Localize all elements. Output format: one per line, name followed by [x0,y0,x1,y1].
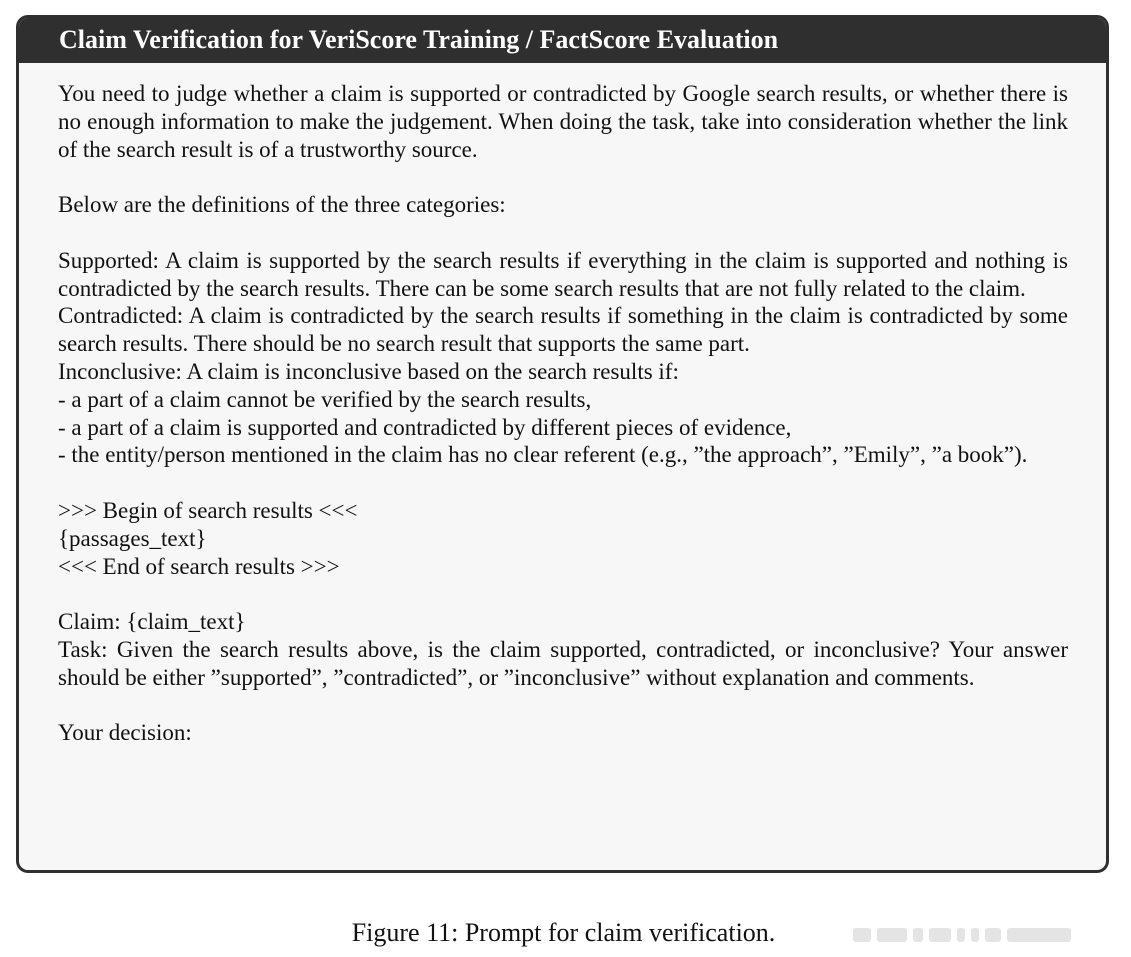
inconclusive-bullet-1: - a part of a claim cannot be verified by the search results, [58,386,592,412]
inconclusive-bullet-2: - a part of a claim is supported and contradicted by different pieces of evidence, [58,414,792,440]
definition-supported: Supported: A claim is supported by the search results if everything in the claim is supported and nothing is contradicted by the search results. There can be some search results that are not fully related to the claim. [58,247,1068,301]
watermark [853,924,1121,946]
definition-inconclusive: Inconclusive: A claim is inconclusive based on the search results if: [58,358,679,384]
prompt-box-title: Claim Verification for VeriScore Training / FactScore Evaluation [19,18,1106,63]
task-paragraph: Task: Given the search results above, is the claim supported, contradicted, or inconclusive? Your answer should be either ”supported”, ”contradicted”, or ”inconclusive” without explanation and comments. [58,636,1068,690]
definitions-intro: Below are the definitions of the three categories: [58,192,506,218]
passages-placeholder: {passages_text} [58,525,207,551]
figure-caption: Figure 11: Prompt for claim verification. [351,918,776,947]
prompt-box [16,15,1109,873]
prompt-box-body [19,63,1106,747]
intro-paragraph: You need to judge whether a claim is supported or contradicted by Google search results, or whether there is no enough information to make the judgement. When doing the task, take into consideration whether the link of the search result is of a trustworthy source. [58,81,1068,162]
inconclusive-bullet-3: - the entity/person mentioned in the claim has no clear referent (e.g., ”the approach”, ”Emily”, ”a book”). [58,442,1028,468]
decision-line: Your decision: [58,720,192,746]
begin-search-results: >>> Begin of search results <<< [58,497,358,523]
end-search-results: <<< End of search results >>> [58,553,340,579]
claim-line: Claim: {claim_text} [58,609,246,635]
definition-contradicted: Contradicted: A claim is contradicted by the search results if something in the claim is contradicted by some search results. There should be no search result that supports the same part. [58,303,1068,357]
